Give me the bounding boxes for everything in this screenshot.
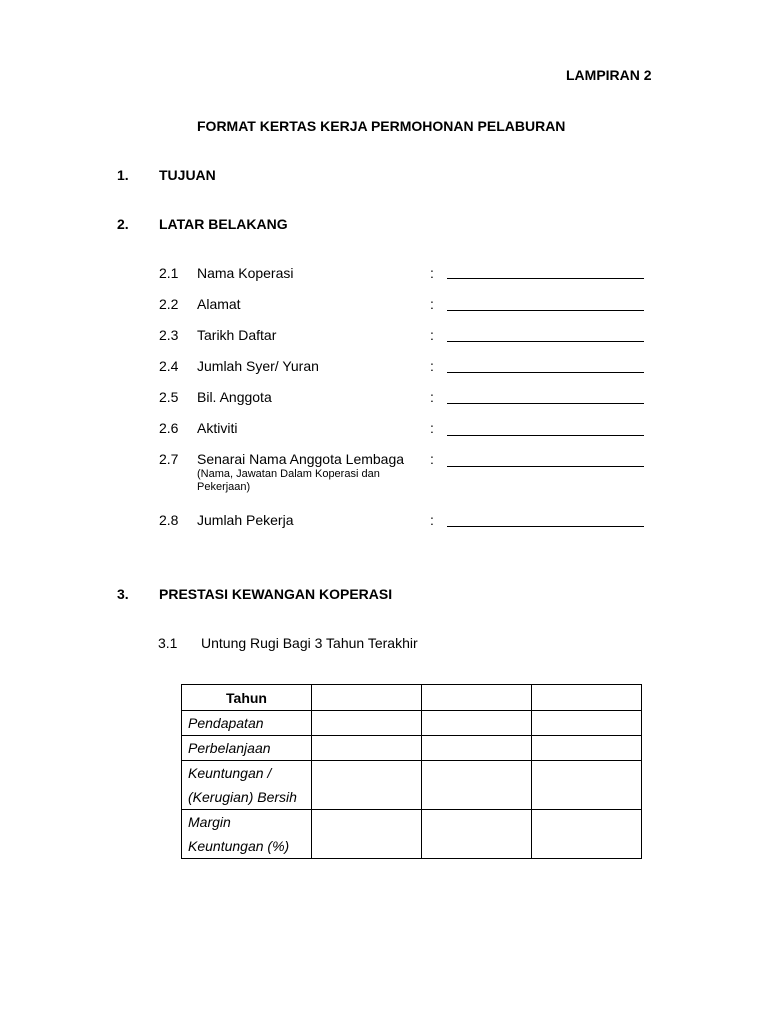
field-2-1-label: Nama Koperasi <box>197 265 294 281</box>
field-2-4-number: 2.4 <box>159 358 179 374</box>
field-2-1-blank-line[interactable] <box>447 278 644 279</box>
field-2-4-colon: : <box>430 358 434 374</box>
field-2-8-label: Jumlah Pekerja <box>197 512 294 528</box>
field-2-7-colon: : <box>430 451 434 467</box>
section-3-title: PRESTASI KEWANGAN KOPERASI <box>159 586 393 602</box>
field-2-4-blank-line[interactable] <box>447 372 644 373</box>
value-cell[interactable] <box>312 736 422 761</box>
field-2-3-colon: : <box>430 327 434 343</box>
financial-performance-table <box>181 684 642 859</box>
field-2-8-colon: : <box>430 512 434 528</box>
field-2-7-blank-line[interactable] <box>447 466 644 467</box>
row-label-line: Keuntungan (%) <box>188 838 290 854</box>
field-2-6-label: Aktiviti <box>197 420 238 436</box>
section-1-number: 1. <box>117 167 129 183</box>
field-2-1-colon: : <box>430 265 434 281</box>
subsection-3-1-number: 3.1 <box>158 635 178 651</box>
field-2-6-number: 2.6 <box>159 420 179 436</box>
value-cell[interactable] <box>532 810 642 859</box>
field-2-7-number: 2.7 <box>159 451 179 467</box>
field-2-5-label: Bil. Anggota <box>197 389 272 405</box>
table-row <box>182 810 642 859</box>
table-row <box>182 711 642 736</box>
value-cell[interactable] <box>312 761 422 810</box>
year-cell[interactable] <box>532 685 642 711</box>
subsection-3-1-title: Untung Rugi Bagi 3 Tahun Terakhir <box>201 635 418 651</box>
field-2-7-label: Senarai Nama Anggota Lembaga <box>197 451 405 467</box>
row-label-perbelanjaan: Perbelanjaan <box>182 736 312 761</box>
field-2-2-label: Alamat <box>197 296 241 312</box>
row-label-line: Keuntungan / <box>188 765 272 781</box>
value-cell[interactable] <box>312 711 422 736</box>
row-label-line: (Kerugian) Bersih <box>188 789 297 805</box>
value-cell[interactable] <box>422 736 532 761</box>
year-cell[interactable] <box>422 685 532 711</box>
row-label-line: Margin <box>188 814 231 830</box>
value-cell[interactable] <box>532 711 642 736</box>
section-1-title: TUJUAN <box>159 167 216 183</box>
field-2-6-colon: : <box>430 420 434 436</box>
section-2-number: 2. <box>117 216 129 232</box>
field-2-3-label: Tarikh Daftar <box>197 327 277 343</box>
field-2-5-colon: : <box>430 389 434 405</box>
field-2-3-number: 2.3 <box>159 327 179 343</box>
value-cell[interactable] <box>532 761 642 810</box>
field-2-8-number: 2.8 <box>159 512 179 528</box>
field-2-4-label: Jumlah Syer/ Yuran <box>197 358 319 374</box>
row-label-keuntungan-bersih <box>182 761 312 810</box>
document-title: FORMAT KERTAS KERJA PERMOHONAN PELABURAN <box>197 118 566 134</box>
section-3-number: 3. <box>117 586 129 602</box>
field-2-3-blank-line[interactable] <box>447 341 644 342</box>
table-header-year: Tahun <box>182 685 312 711</box>
table-row <box>182 736 642 761</box>
field-2-2-number: 2.2 <box>159 296 179 312</box>
value-cell[interactable] <box>422 711 532 736</box>
table-header-row <box>182 685 642 711</box>
field-2-2-blank-line[interactable] <box>447 310 644 311</box>
field-2-6-blank-line[interactable] <box>447 435 644 436</box>
value-cell[interactable] <box>422 761 532 810</box>
row-label-pendapatan: Pendapatan <box>182 711 312 736</box>
row-label-margin-keuntungan <box>182 810 312 859</box>
field-2-2-colon: : <box>430 296 434 312</box>
year-cell[interactable] <box>312 685 422 711</box>
value-cell[interactable] <box>532 736 642 761</box>
field-2-5-blank-line[interactable] <box>447 403 644 404</box>
field-2-1-number: 2.1 <box>159 265 179 281</box>
attachment-label: LAMPIRAN 2 <box>566 67 652 83</box>
field-2-7-note: (Nama, Jawatan Dalam Koperasi dan Pekerjaan) <box>197 468 380 493</box>
field-2-8-blank-line[interactable] <box>447 526 644 527</box>
value-cell[interactable] <box>422 810 532 859</box>
table-row <box>182 761 642 810</box>
value-cell[interactable] <box>312 810 422 859</box>
section-2-title: LATAR BELAKANG <box>159 216 288 232</box>
field-2-5-number: 2.5 <box>159 389 179 405</box>
